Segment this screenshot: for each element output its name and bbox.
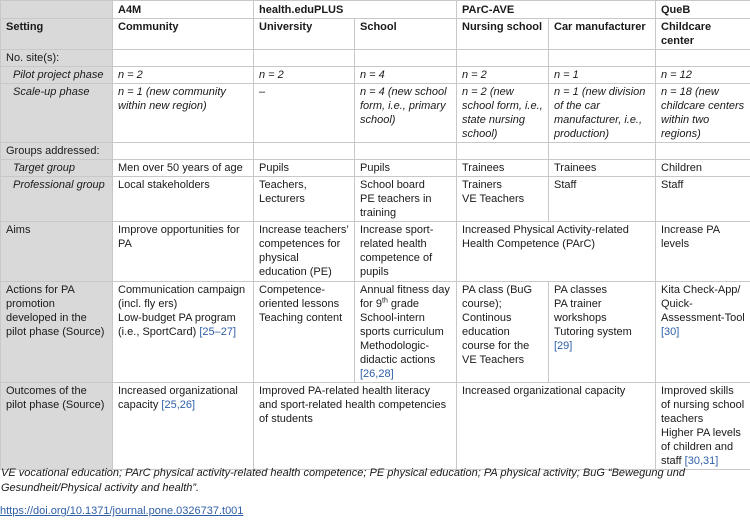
setting-car: Car manufacturer — [549, 19, 656, 50]
pilot-label: Pilot project phase — [1, 67, 113, 84]
actions-school: Annual fitness day for 9th grade School-intern sports curriculum Methodologic-didactic actions [26,28] — [355, 282, 457, 383]
professional-school: School board PE teachers in training — [355, 177, 457, 222]
actions-a4m: Communication campaign (incl. fly ers) Low-budget PA program (i.e., SportCard) [25–27] — [113, 282, 254, 383]
target-school: Pupils — [355, 160, 457, 177]
aims-a4m: Improve opportunities for PA — [113, 222, 254, 282]
professional-nursing: Trainers VE Teachers — [457, 177, 549, 222]
actions-university: Competence-oriented lessons Teaching content — [254, 282, 355, 383]
setting-childcare: Childcare center — [656, 19, 750, 50]
aims-childcare: Increase PA levels — [656, 222, 750, 282]
setting-nursing: Nursing school — [457, 19, 549, 50]
scale-label: Scale-up phase — [1, 84, 113, 143]
project-header-row — [1, 1, 750, 19]
outcomes-parc: Increased organizational capacity — [457, 383, 656, 470]
outcomes-a4m: Increased organizational capacity [25,26] — [113, 383, 254, 470]
pilot-a4m: n = 2 — [113, 67, 254, 84]
actions-nursing: PA class (BuG course); Continous education course for the VE Teachers — [457, 282, 549, 383]
actions-car: PA classes PA trainer workshops Tutoring system [29] — [549, 282, 656, 383]
aims-parc: Increased Physical Activity-related Health Competence (PArC) — [457, 222, 656, 282]
scale-school: n = 4 (new school form, i.e., primary school) — [355, 84, 457, 143]
actions-label: Actions for PA promotion developed in the pilot phase (Source) — [1, 282, 113, 383]
header-parc: PArC-AVE — [457, 1, 656, 19]
pilot-row — [1, 67, 750, 84]
professional-car: Staff — [549, 177, 656, 222]
setting-a4m: Community — [113, 19, 254, 50]
scale-row — [1, 84, 750, 143]
groups-label: Groups addressed: — [1, 143, 113, 160]
pilot-childcare: n = 12 — [656, 67, 750, 84]
scale-nursing: n = 2 (new school form, i.e., state nursing school) — [457, 84, 549, 143]
pilot-car: n = 1 — [549, 67, 656, 84]
pilot-nursing: n = 2 — [457, 67, 549, 84]
professional-row — [1, 177, 750, 222]
target-label: Target group — [1, 160, 113, 177]
target-university: Pupils — [254, 160, 355, 177]
pilot-school: n = 4 — [355, 67, 457, 84]
scale-childcare: n = 18 (new childcare centers within two regions) — [656, 84, 750, 143]
professional-label: Professional group — [1, 177, 113, 222]
sites-label: No. site(s): — [1, 50, 113, 67]
groups-section-row — [1, 143, 750, 160]
aims-label: Aims — [1, 222, 113, 282]
pilot-university: n = 2 — [254, 67, 355, 84]
aims-row — [1, 222, 750, 282]
table-footnote: VE vocational education; PArC physical activity-related health competence; PE physical education; PA physical activity; BuG “Bewegung und Gesundheit/Physical activity and health”. — [1, 467, 685, 494]
target-nursing: Trainees — [457, 160, 549, 177]
header-a4m: A4M — [113, 1, 254, 19]
outcomes-healthedu: Improved PA-related health literacy and sport-related health competencies of students — [254, 383, 457, 470]
scale-car: n = 1 (new division of the car manufacturer, i.e., production) — [549, 84, 656, 143]
target-a4m: Men over 50 years of age — [113, 160, 254, 177]
outcomes-label: Outcomes of the pilot phase (Source) — [1, 383, 113, 470]
header-queb: QueB — [656, 1, 750, 19]
professional-a4m: Local stakeholders — [113, 177, 254, 222]
sites-section-row — [1, 50, 750, 67]
professional-university: Teachers, Lecturers — [254, 177, 355, 222]
aims-university: Increase teachers’ competences for physical education (PE) — [254, 222, 355, 282]
setting-row — [1, 19, 750, 50]
outcomes-row — [1, 383, 750, 470]
doi-link[interactable]: https://doi.org/10.1371/journal.pone.0326737.t001 — [0, 505, 244, 517]
target-childcare: Children — [656, 160, 750, 177]
header-healthedu: health.eduPLUS — [254, 1, 457, 19]
header-corner — [1, 1, 113, 19]
setting-university: University — [254, 19, 355, 50]
scale-a4m: n = 1 (new community within new region) — [113, 84, 254, 143]
actions-row — [1, 282, 750, 383]
setting-school: School — [355, 19, 457, 50]
aims-school: Increase sport-related health competence of pupils — [355, 222, 457, 282]
actions-childcare: Kita Check-App/ Quick-Assessment-Tool [30] — [656, 282, 750, 383]
target-car: Trainees — [549, 160, 656, 177]
setting-label: Setting — [1, 19, 113, 50]
scale-university: – — [254, 84, 355, 143]
professional-childcare: Staff — [656, 177, 750, 222]
target-row — [1, 160, 750, 177]
outcomes-childcare: Improved skills of nursing school teachers Higher PA levels of children and staff [30,31] — [656, 383, 750, 470]
